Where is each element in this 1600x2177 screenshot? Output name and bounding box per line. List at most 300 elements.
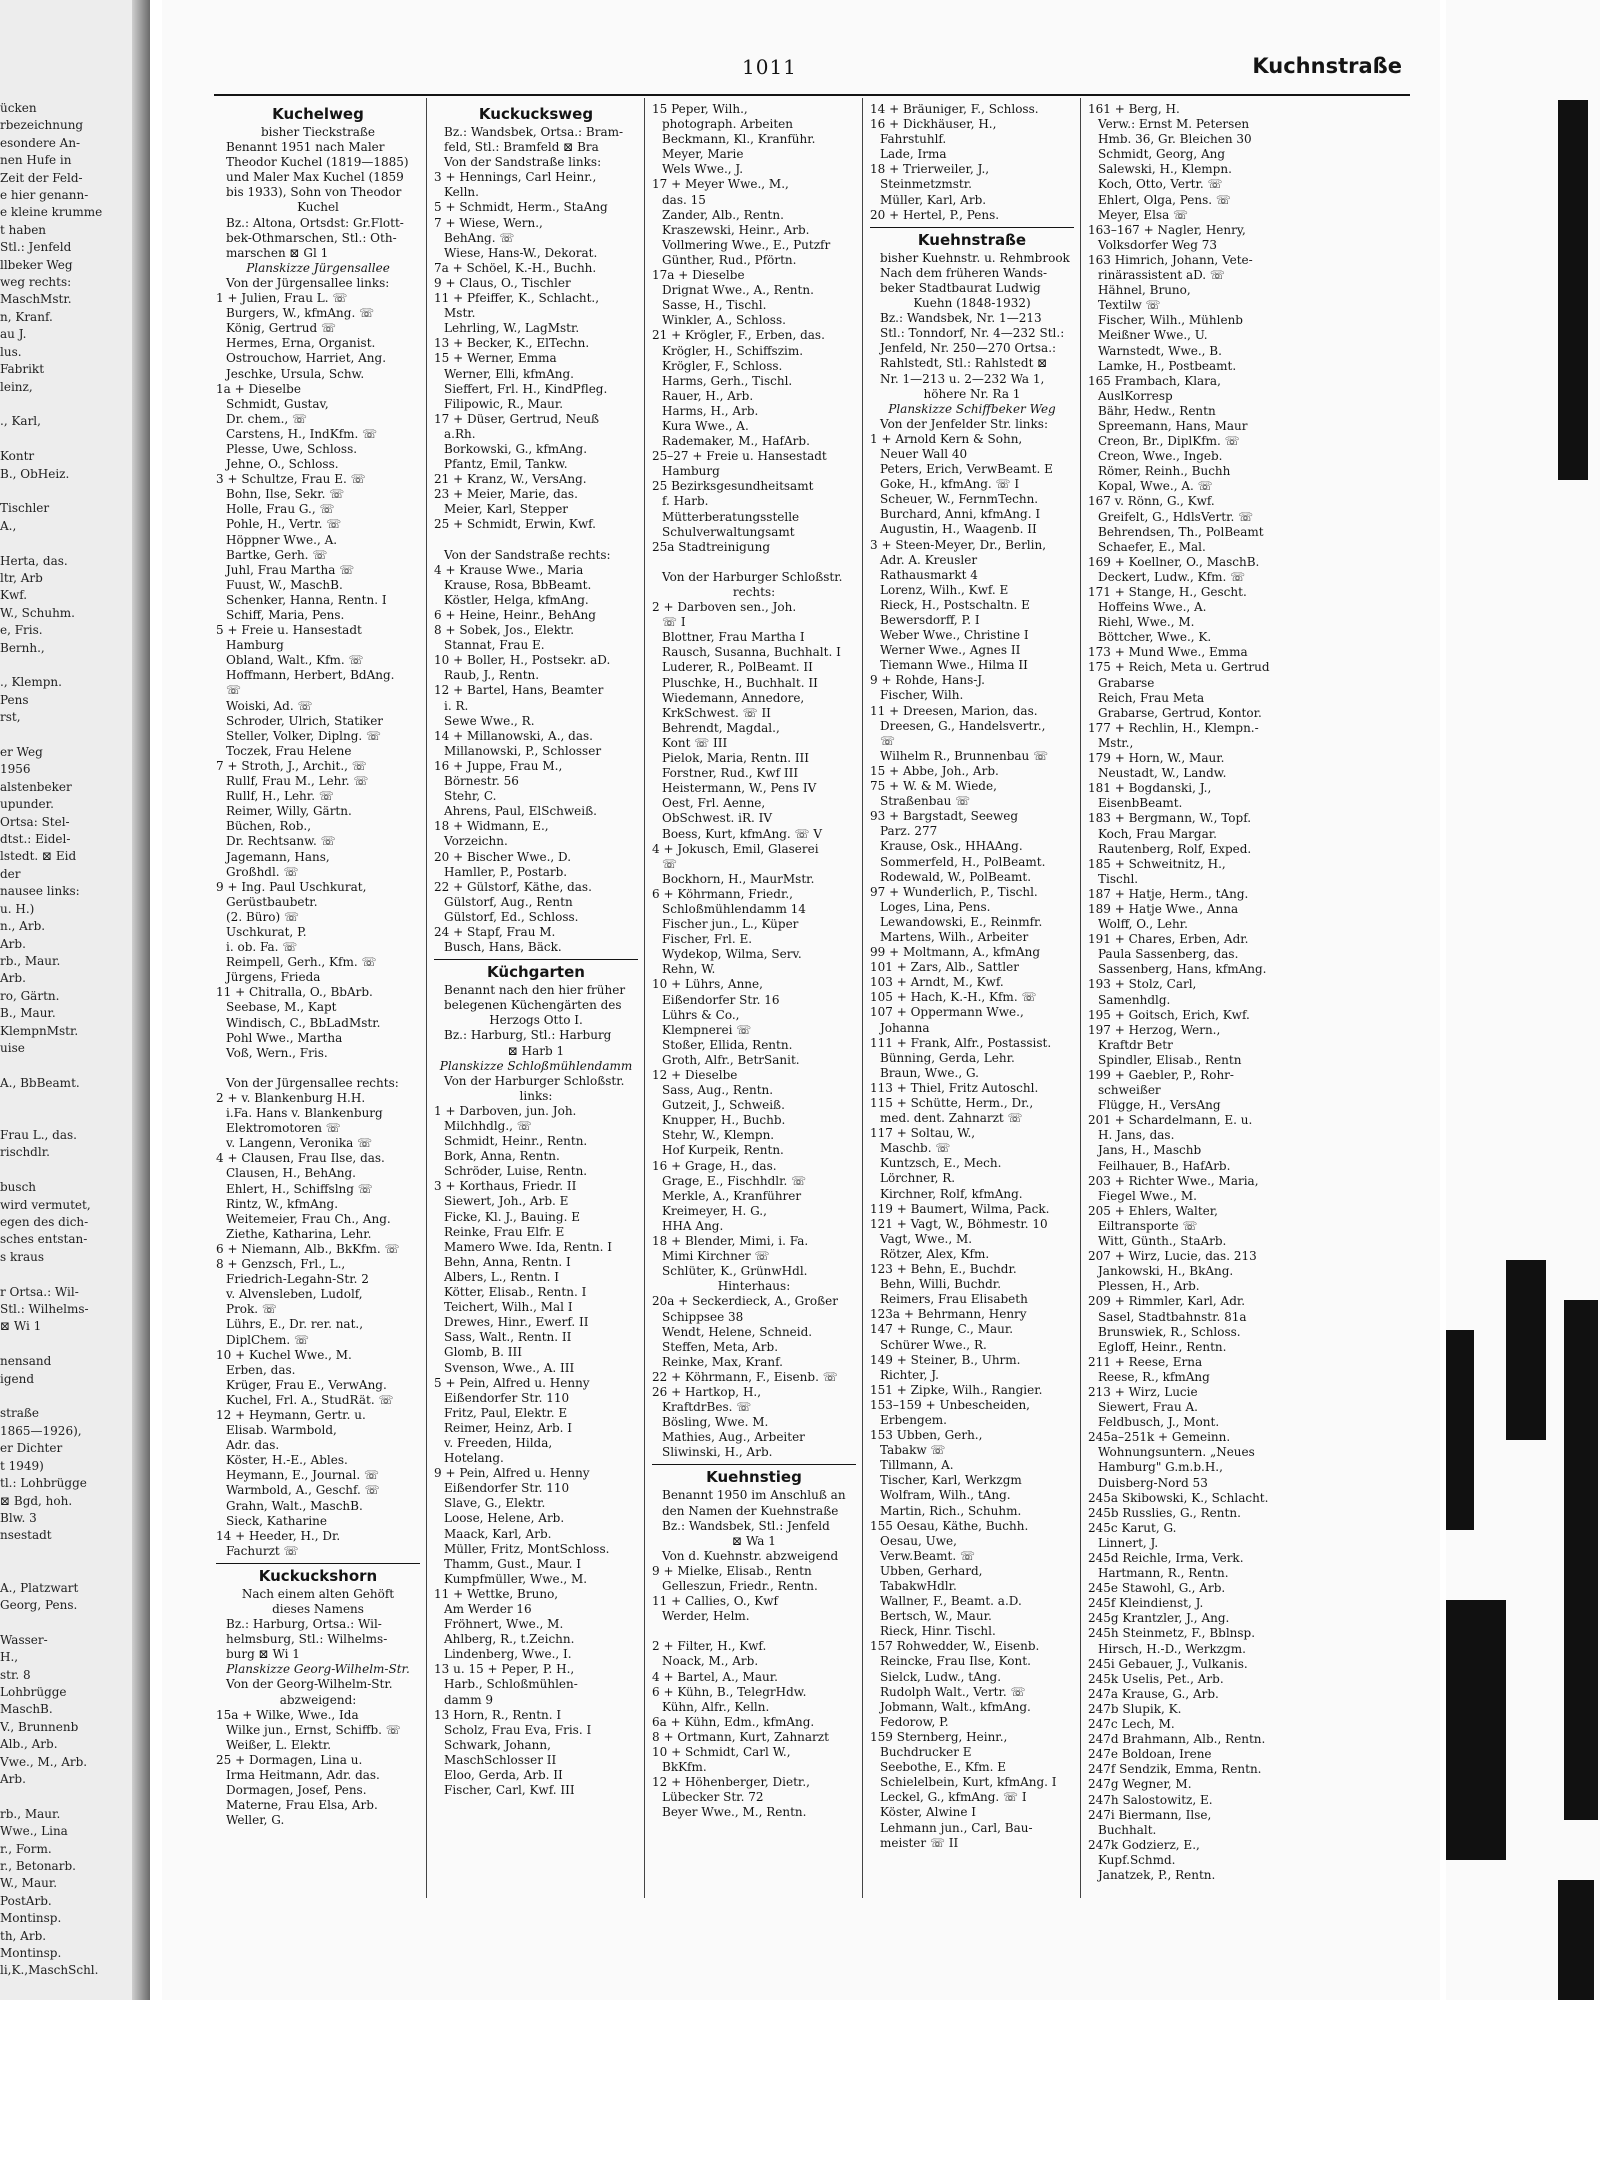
house-entry: 169 + Koellner, O., MaschB. [1088, 554, 1260, 569]
left-page-line: r Ortsa.: Wil- [0, 1284, 79, 1299]
left-page-line: rb., Maur. [0, 953, 61, 968]
directory-entry-line: Siewert, Joh., Arb. E [444, 1194, 569, 1209]
plan-reference: Planskizze Schloßmühlendamm [439, 1058, 633, 1073]
directory-entry-line: Hmb. 36, Gr. Bleichen 30 [1098, 132, 1252, 147]
directory-entry-line: Wels Wwe., J. [662, 162, 744, 177]
edge-black-bar [1446, 1600, 1506, 1860]
directory-entry-line: Jans, H., Maschb [1098, 1143, 1202, 1158]
house-entry: 147 + Runge, C., Maur. [870, 1322, 1014, 1337]
left-page-line: Montinsp. [0, 1911, 62, 1926]
directory-entry-line: Riehl, Wwe., M. [1098, 615, 1195, 630]
directory-entry-line: Dr. chem., ☏ [226, 411, 308, 426]
directory-entry-line: Von der Sandstraße links: [444, 155, 602, 170]
directory-entry-line: Stoßer, Ellida, Rentn. [662, 1037, 793, 1052]
directory-entry-line: Albers, L., Rentn. I [444, 1269, 560, 1284]
directory-entry-line: Raub, J., Rentn. [444, 668, 540, 683]
directory-entry-line: bek-Othmarschen, Stl.: Oth- [226, 230, 397, 245]
column-2 [434, 102, 638, 1902]
directory-entry-line: Buchhalt. [1098, 1822, 1157, 1837]
house-entry: 4 + Krause Wwe., Maria [434, 562, 584, 577]
directory-entry-line: Forstner, Rud., Kwf III [662, 766, 799, 781]
directory-entry-line: Schlüter, K., GrünwHdl. [662, 1264, 808, 1279]
directory-entry-line [652, 555, 856, 570]
left-page-line: B., Maur. [0, 1006, 56, 1021]
directory-entry-line: Rötzer, Alex, Kfm. [880, 1246, 990, 1261]
house-entry: 3 + Korthaus, Friedr. II [434, 1179, 577, 1194]
directory-entry-line: Spreemann, Hans, Maur [1098, 418, 1248, 433]
directory-entry-line: Fischer, Wilh., Mühlenb [1098, 313, 1243, 328]
directory-entry-line: Blottner, Frau Martha I [662, 630, 805, 645]
house-entry: 193 + Stolz, Carl, [1088, 977, 1197, 992]
house-entry: 105 + Hach, K.-H., Kfm. ☏ [870, 990, 1037, 1005]
column-4 [870, 102, 1074, 1902]
directory-entry-line: Reinke, Max, Kranf. [662, 1354, 783, 1369]
directory-entry-line: Holle, Frau G., ☏ [226, 502, 335, 517]
house-entry: 11 + Callies, O., Kwf [652, 1594, 778, 1609]
directory-entry-line: Nr. 1—213 u. 2—232 Wa 1, [880, 371, 1045, 386]
house-entry: 167 v. Rönn, G., Kwf. [1088, 494, 1215, 509]
left-page-line: Arb. [0, 936, 26, 951]
left-page-line: n., Arb. [0, 919, 46, 934]
left-page-line: str. 8 [0, 1667, 31, 1682]
left-page-line: ⊠ Wi 1 [0, 1319, 42, 1334]
directory-entry-line: Wiese, Hans-W., Dekorat. [444, 245, 598, 260]
directory-entry-line: Fuust, W., MaschB. [226, 577, 343, 592]
directory-entry-line: Toczek, Frau Helene [226, 743, 352, 758]
column-1 [216, 102, 420, 1902]
directory-entry-line: Krüger, Frau E., VerwAng. [226, 1377, 387, 1392]
house-entry: 163–167 + Nagler, Henry, [1088, 222, 1246, 237]
directory-entry-line: Fiegel Wwe., M. [1098, 1188, 1197, 1203]
column-5 [1088, 102, 1286, 1902]
centered-note: bisher Tieckstraße [261, 125, 375, 139]
house-entry: 21 + Krögler, F., Erben, das. [652, 328, 825, 343]
house-entry: 247f Sendzik, Emma, Rentn. [1088, 1762, 1262, 1777]
directory-entry-line: Schmidt, Gustav, [226, 396, 329, 411]
directory-entry-line: Hotelang. [444, 1451, 504, 1466]
house-entry: 20 + Hertel, P., Pens. [870, 207, 1000, 222]
directory-entry-line: Duisberg-Nord 53 [1098, 1475, 1208, 1490]
directory-entry-line: Braun, Wwe., G. [880, 1065, 979, 1080]
directory-entry-line: Kura Wwe., A. [662, 418, 749, 433]
centered-note: Kuchel [297, 200, 339, 215]
directory-entry-line: Hamburg [226, 638, 284, 653]
left-page-line: wird vermutet, [0, 1197, 91, 1212]
house-entry: 101 + Zars, Alb., Sattler [870, 960, 1019, 975]
house-entry: 245f Kleindienst, J. [1088, 1596, 1204, 1611]
directory-entry-line: Winkler, A., Schloss. [662, 313, 786, 328]
house-entry: 17 + Düser, Gertrud, Neuß [434, 411, 599, 426]
left-page-line: nensand [0, 1354, 52, 1369]
directory-entry-line: Ehlert, Olga, Pens. ☏ [1098, 192, 1231, 207]
directory-entry-line: Meier, Karl, Stepper [444, 502, 569, 517]
house-entry: 11 + Dreesen, Marion, das. [870, 703, 1038, 718]
house-entry: 6 + Heine, Heinr., BehAng [434, 608, 596, 622]
directory-entry-line: Reimer, Heinz, Arb. I [444, 1420, 573, 1435]
directory-entry-line: Müller, Karl, Arb. [880, 192, 987, 207]
house-entry: 247i Biermann, Ilse, [1088, 1807, 1212, 1822]
directory-entry-line: Prok. ☏ [226, 1302, 277, 1317]
house-entry: 151 + Zipke, Wilh., Rangier. [870, 1382, 1043, 1397]
house-entry: 173 + Mund Wwe., Emma [1088, 645, 1248, 660]
directory-entry-line: Gelleszun, Friedr., Rentn. [662, 1579, 818, 1593]
directory-entry-line: Mimi Kirchner ☏ [662, 1249, 770, 1264]
directory-entry-line: Boess, Kurt, kfmAng. ☏ V [662, 826, 822, 841]
directory-entry-line: Grabarse, Gertrud, Kontor. [1098, 705, 1262, 720]
centered-note: Herzogs Otto I. [489, 1013, 583, 1028]
directory-entry-line: H. Jans, das. [1098, 1128, 1175, 1143]
directory-entry-line: Oesau, Uwe, [880, 1533, 957, 1548]
directory-entry-line: Schmidt, Georg, Ang [1098, 147, 1226, 162]
directory-entry-line: Woiski, Ad. ☏ [226, 698, 313, 713]
left-page-line: ücken [0, 101, 37, 115]
house-entry: 245c Karut, G. [1088, 1520, 1177, 1535]
house-entry: 7 + Wiese, Wern., [434, 215, 543, 230]
left-page-line: Zeit der Feld- [0, 170, 83, 185]
directory-entry-line: Rullf, H., Lehr. ☏ [226, 789, 334, 804]
house-entry: 93 + Bargstadt, Seeweg [870, 809, 1019, 824]
directory-entry-line: Stehr, W., Klempn. [662, 1128, 775, 1143]
directory-entry-line: Ostrouchow, Harriet, Ang. [226, 351, 387, 366]
directory-entry-line: Koch, Frau Margar. [1098, 826, 1217, 841]
left-page-line: nausee links: [0, 884, 80, 899]
left-page-line: busch [0, 1180, 37, 1195]
left-page-line: MaschB. [0, 1702, 53, 1717]
directory-entry-line: Volksdorfer Weg 73 [1098, 237, 1218, 252]
left-page-line: A., [0, 518, 17, 533]
directory-entry-line: Tiemann Wwe., Hilma II [880, 658, 1028, 673]
centered-note: höhere Nr. Ra 1 [923, 386, 1021, 401]
left-page-line: n, Kranf. [0, 309, 53, 324]
house-entry: 207 + Wirz, Lucie, das. 213 [1088, 1249, 1257, 1264]
directory-entry-line: Bähr, Hedw., Rentn [1098, 403, 1216, 418]
directory-entry-line: Stehr, C. [444, 789, 497, 804]
house-entry: 247g Wegner, M. [1088, 1777, 1192, 1792]
house-entry: 16 + Dickhäuser, H., [870, 117, 997, 132]
directory-entry-line: Rieck, H., Postschaltn. E [880, 597, 1030, 612]
directory-entry-line: Nach dem früheren Wands- [880, 265, 1048, 280]
directory-entry-line: Jenfeld, Nr. 250—270 Ortsa.: [880, 341, 1057, 356]
street-heading: Küchgarten [434, 959, 638, 983]
directory-entry-line: Schroder, Ulrich, Statiker [226, 713, 384, 728]
left-page-line: weg rechts: [0, 275, 72, 290]
directory-entry-line: photograph. Arbeiten [662, 117, 793, 132]
directory-entry-line: Krögler, F., Schloss. [662, 358, 783, 373]
directory-entry-line: Weber Wwe., Christine I [880, 628, 1029, 643]
directory-entry-line: den Namen der Kuehnstraße [662, 1503, 839, 1518]
directory-entry-line: Sewe Wwe., R. [444, 713, 535, 728]
house-entry: 5 + Freie u. Hansestadt [216, 623, 362, 638]
directory-entry-line: Schürer Wwe., R. [880, 1337, 987, 1352]
directory-entry-line: Fischer jun., L., Küper [662, 917, 799, 932]
directory-entry-line: Werder, Helm. [662, 1609, 750, 1624]
directory-entry-line: Pluschke, H., Buchhalt. II [662, 675, 818, 690]
left-page-line: Fabrikt [0, 362, 45, 377]
edge-black-bar [1446, 1330, 1474, 1530]
directory-entry-line: Köster, Alwine I [880, 1805, 976, 1820]
directory-entry-line: Höppner Wwe., A. [226, 532, 338, 547]
left-page-line: Blw. 3 [0, 1510, 37, 1525]
directory-entry-line: Feldbusch, J., Mont. [1098, 1415, 1220, 1430]
house-entry: 247c Lech, M. [1088, 1717, 1175, 1732]
directory-entry-line: Elisab. Warmbold, [226, 1423, 337, 1438]
directory-entry-line: Reese, R., kfmAng [1098, 1369, 1210, 1384]
house-entry: 171 + Stange, H., Gescht. [1088, 585, 1247, 599]
house-entry: 245d Reichle, Irma, Verk. [1088, 1551, 1244, 1565]
directory-entry-line: Von der Harburger Schloßstr. [444, 1073, 625, 1088]
left-page-text [0, 100, 125, 1980]
directory-entry-line: Jobmann, Walt., kfmAng. [880, 1699, 1031, 1714]
house-entry: 183 + Bergmann, W., Topf. [1088, 811, 1252, 826]
directory-entry-line: Fischer, Frl. E. [662, 932, 753, 947]
directory-entry-line: Eißendorfer Str. 110 [444, 1390, 570, 1405]
directory-entry-line: Kühn, Alfr., Kelln. [662, 1699, 770, 1714]
house-entry: 12 + Bartel, Hans, Beamter [434, 683, 604, 698]
house-entry: 245a–251k + Gemeinn. [1088, 1430, 1231, 1445]
directory-entry-line: Sieck, Katharine [226, 1513, 328, 1528]
directory-entry-line: Martin, Rich., Schuhm. [880, 1503, 1022, 1518]
directory-entry-line: Jagemann, Hans, [226, 849, 330, 864]
directory-entry-line: Schenker, Hanna, Rentn. I [226, 592, 387, 607]
left-page-line [0, 483, 125, 500]
directory-entry-line: Reimer, Willy, Gärtn. [226, 804, 352, 819]
house-entry: 10 + Boller, H., Postsekr. aD. [434, 653, 611, 668]
directory-entry-line: Schielelbein, Kurt, kfmAng. I [880, 1775, 1057, 1790]
directory-entry-line: Loges, Lina, Pens. [880, 899, 991, 914]
directory-entry-line: Kont ☏ III [662, 735, 728, 750]
directory-entry-line: und Maler Max Kuchel (1859 [226, 170, 404, 185]
left-page-line: Herta, das. [0, 553, 68, 568]
directory-entry-line: Burgers, W., kfmAng. ☏ [226, 306, 375, 321]
directory-entry-line: KraftdrBes. ☏ [662, 1400, 752, 1415]
house-entry: 189 + Hatje Wwe., Anna [1088, 901, 1239, 916]
directory-entry-line: Pohle, H., Vertr. ☏ [226, 517, 342, 532]
directory-entry-line: Behn, Willi, Buchdr. [880, 1277, 1002, 1292]
directory-entry-line: Weller, G. [226, 1813, 285, 1828]
directory-entry-line: Thamm, Gust., Maur. I [444, 1556, 581, 1571]
house-entry: 113 + Thiel, Fritz Autoschl. [870, 1080, 1039, 1095]
house-entry: 247d Brahmann, Alb., Rentn. [1088, 1732, 1266, 1747]
directory-entry-line: Glomb, B. III [444, 1345, 523, 1360]
directory-entry-line: rinärassistent aD. ☏ [1098, 268, 1225, 283]
directory-entry-line: Koch, Otto, Vertr. ☏ [1098, 177, 1223, 192]
directory-entry-line: Bz.: Wandsbek, Nr. 1—213 [880, 311, 1042, 326]
directory-entry-line: Tischer, Karl, Werkzgm [880, 1473, 1022, 1488]
house-entry: 14 + Bräuniger, F., Schloss. [870, 102, 1039, 116]
directory-entry-line: Lührs, E., Dr. rer. nat., [226, 1317, 364, 1332]
house-entry: 12 + Heymann, Gertr. u. [216, 1407, 366, 1422]
directory-entry-line [652, 1624, 856, 1639]
left-page-line: e kleine krumme [0, 205, 103, 220]
directory-entry-line: Steffen, Meta, Arb. [662, 1339, 779, 1354]
directory-entry-line: Elektromotoren ☏ [226, 1121, 341, 1136]
directory-entry-line: Wiedemann, Annedore, [662, 690, 805, 705]
directory-entry-line: Hartmann, R., Rentn. [1098, 1566, 1229, 1581]
house-entry: 1 + Darboven, jun. Joh. [434, 1103, 577, 1118]
left-page-line: Pens [0, 692, 29, 707]
directory-entry-line: Wallner, F., Beamt. a.D. [880, 1594, 1022, 1609]
house-entry: 15 Peper, Wilh., [652, 102, 748, 116]
house-entry: 201 + Schardelmann, E. u. [1088, 1113, 1253, 1128]
house-entry: 195 + Goitsch, Erich, Kwf. [1088, 1007, 1250, 1022]
directory-entry-line: Kuntzsch, E., Mech. [880, 1156, 1002, 1171]
directory-entry-line: Rieck, Hinr. Tischl. [880, 1624, 996, 1639]
directory-entry-line: Scheuer, W., FernmTechn. [880, 492, 1039, 507]
house-entry: 149 + Steiner, B., Uhrm. [870, 1352, 1021, 1367]
directory-entry-line: Lehmann jun., Carl, Bau- [880, 1820, 1033, 1835]
directory-entry-line: Bartke, Gerh. ☏ [226, 547, 328, 562]
house-entry: 211 + Reese, Erna [1088, 1354, 1203, 1369]
house-entry: 161 + Berg, H. [1088, 102, 1180, 116]
centered-note: ⊠ Wa 1 [732, 1533, 776, 1548]
house-entry: 14 + Millanowski, A., das. [434, 728, 593, 743]
left-page-line: ., Karl, [0, 414, 41, 429]
house-entry: 157 Rohwedder, W., Eisenb. [870, 1639, 1040, 1654]
house-entry: 97 + Wunderlich, P., Tischl. [870, 884, 1038, 899]
directory-entry-line: Plesse, Uwe, Schloss. [226, 441, 358, 456]
directory-entry-line: Martens, Wilh., Arbeiter [880, 929, 1029, 944]
house-entry: 247e Boldoan, Irene [1088, 1747, 1212, 1762]
directory-entry-line: Kopal, Wwe., A. ☏ [1098, 479, 1213, 494]
directory-entry-line: Wilhelm R., Brunnenbau ☏ [880, 748, 1049, 763]
house-entry: 153–159 + Unbescheiden, [870, 1397, 1030, 1412]
house-entry: 209 + Rimmler, Karl, Adr. [1088, 1294, 1246, 1309]
directory-entry-line: Ziethe, Katharina, Lehr. [226, 1226, 372, 1241]
left-page-line: au J. [0, 327, 27, 342]
directory-entry-line: König, Gertrud ☏ [226, 321, 336, 336]
house-entry: 245e Stawohl, G., Arb. [1088, 1581, 1226, 1596]
directory-entry-line: Ahrens, Paul, ElSchweiß. [444, 804, 597, 819]
house-entry: 247h Salostowitz, E. [1088, 1792, 1213, 1807]
house-entry: 5 + Schmidt, Herm., StaAng [434, 200, 608, 215]
directory-entry-line: Wydekop, Wilma, Serv. [662, 947, 802, 962]
directory-entry-line: TabakwHdlr. [880, 1579, 957, 1593]
left-page-line [0, 1266, 125, 1283]
directory-entry-line: Behn, Anna, Rentn. I [444, 1254, 571, 1269]
directory-entry-line: Jehne, O., Schloss. [226, 457, 339, 472]
directory-entry-line: Maack, Karl, Arb. [444, 1526, 552, 1541]
directory-entry-line: belegenen Küchengärten des [444, 998, 622, 1013]
directory-entry-line: a.Rh. [444, 426, 476, 441]
house-entry: 25 + Dormagen, Lina u. [216, 1752, 363, 1767]
directory-entry-line: Rautenberg, Rolf, Exped. [1098, 841, 1252, 856]
directory-entry-line: HHA Ang. [662, 1218, 724, 1233]
directory-entry-line: ObSchwest. iR. IV [662, 811, 773, 826]
directory-entry-line: Mstr. [444, 306, 476, 321]
directory-entry-line: Tabakw ☏ [880, 1443, 946, 1458]
directory-entry-line: Schloßmühlendamm 14 [662, 901, 806, 916]
directory-entry-line: Meyer, Marie [662, 147, 744, 162]
directory-entry-line: Vagt, Wwe., M. [880, 1231, 973, 1246]
left-page-line [0, 1614, 125, 1631]
directory-entry-line: Augustin, H., Waagenb. II [880, 522, 1037, 537]
directory-entry-line: feld, Stl.: Bramfeld ⊠ Bra [444, 140, 599, 155]
directory-entry-line: Rodewald, W., PolBeamt. [880, 869, 1032, 884]
left-page-line: egen des dich- [0, 1215, 89, 1229]
directory-entry-line: Busch, Hans, Bäck. [444, 940, 562, 955]
directory-entry-line: Rintz, W., kfmAng. [226, 1196, 339, 1211]
house-entry: 11 + Wettke, Bruno, [434, 1586, 559, 1601]
directory-entry-line: damm 9 [444, 1692, 494, 1707]
left-page-line: der [0, 866, 21, 881]
left-page-line: th, Arb. [0, 1928, 47, 1943]
directory-entry-line: Meißner Wwe., U. [1098, 328, 1208, 343]
left-page-line: 1865—1926), [0, 1423, 82, 1438]
directory-entry-line: Verw.: Ernst M. Petersen [1098, 117, 1250, 132]
left-page-line: rst, [0, 710, 21, 725]
house-entry: 1a + Dieselbe [216, 381, 301, 396]
directory-entry-line: Beckmann, Kl., Kranführ. [662, 132, 816, 147]
directory-entry-line: Mathies, Aug., Arbeiter [662, 1430, 805, 1445]
directory-entry-line: Neuer Wall 40 [880, 446, 968, 461]
left-page-line [0, 431, 125, 448]
left-page-line: upunder. [0, 797, 54, 812]
house-entry: 23 + Meier, Marie, das. [434, 487, 578, 502]
house-entry: 20 + Bischer Wwe., D. [434, 849, 572, 864]
house-entry: 245h Steinmetz, F., Bblnsp. [1088, 1626, 1256, 1641]
directory-entry-line: Lewandowski, E., Reinmfr. [880, 914, 1043, 929]
directory-entry-line: Egloff, Heinr., Rentn. [1098, 1339, 1227, 1354]
directory-entry-line: Adr. das. [226, 1438, 280, 1453]
house-entry: 185 + Schweitnitz, H., [1088, 856, 1226, 871]
directory-entry-line: Linnert, J. [1098, 1535, 1159, 1550]
left-page-line: ltr, Arb [0, 570, 43, 585]
directory-entry-line: Teichert, Wilh., Mal I [444, 1300, 573, 1315]
column-rule [426, 98, 427, 1898]
directory-entry-line: Bz.: Harburg, Ortsa.: Wil- [226, 1617, 382, 1632]
directory-entry-line: Richter, J. [880, 1367, 939, 1382]
directory-entry-line: Köstler, Helga, kfmAng. [444, 592, 589, 607]
directory-entry-line: Krögler, H., Schiffszim. [662, 343, 804, 358]
house-entry: 10 + Schmidt, Carl W., [652, 1745, 791, 1760]
directory-entry-line: Salewski, H., Klempn. [1098, 162, 1232, 177]
directory-entry-line: schweißer [1098, 1083, 1161, 1098]
directory-entry-line: Merkle, A., Kranführer [662, 1188, 802, 1203]
directory-entry-line: Werner, Elli, kfmAng. [444, 366, 574, 381]
directory-entry-line: Uschkurat, P. [226, 924, 307, 939]
directory-entry-line: Erben, das. [226, 1362, 296, 1377]
house-entry: 245a Skibowski, K., Schlacht. [1088, 1490, 1269, 1505]
directory-entry-line: Clausen, H., BehAng. [226, 1166, 356, 1181]
left-page-line: er Dichter [0, 1441, 63, 1456]
directory-entry-line: Stl.: Tonndorf, Nr. 4—232 Stl.: [880, 326, 1065, 341]
house-entry: 15 + Werner, Emma [434, 351, 557, 366]
directory-entry-line: Harms, Gerh., Tischl. [662, 373, 793, 388]
directory-entry-line: Irma Heitmann, Adr. das. [226, 1768, 380, 1783]
directory-entry-line: Sieffert, Frl. H., KindPfleg. [444, 381, 608, 396]
directory-entry-line: Von der Jürgensallee rechts: [226, 1075, 399, 1090]
edge-black-bar [1558, 100, 1588, 480]
house-entry: 163 Himrich, Johann, Vete- [1088, 252, 1253, 267]
directory-entry-line: Scholz, Frau Eva, Fris. I [444, 1722, 592, 1737]
directory-entry-line: Pohl Wwe., Martha [226, 1030, 343, 1045]
directory-entry-line: Bz.: Harburg, Stl.: Harburg [444, 1028, 612, 1043]
left-page-line: Tischler [0, 501, 50, 516]
directory-entry-line: Jürgens, Frieda [226, 970, 321, 985]
left-page-line: B., ObHeiz. [0, 466, 70, 481]
house-entry: 115 + Schütte, Herm., Dr., [870, 1096, 1034, 1110]
street-heading: Kuckucksweg [478, 105, 594, 123]
house-entry: 103 + Arndt, M., Kwf. [870, 975, 1004, 990]
left-page-line: nsestadt [0, 1528, 52, 1543]
house-entry: 9 + Claus, O., Tischler [434, 275, 571, 290]
directory-entry-line: Vorzeichn. [444, 834, 508, 849]
directory-entry-line: Von der Georg-Wilhelm-Str. [226, 1677, 393, 1692]
street-heading: Kuchelweg [272, 105, 364, 123]
left-page-line: Bernh., [0, 640, 45, 655]
directory-entry-line: Günther, Rud., Pförtn. [662, 252, 797, 267]
house-entry: 245g Krantzler, J., Ang. [1088, 1611, 1230, 1626]
